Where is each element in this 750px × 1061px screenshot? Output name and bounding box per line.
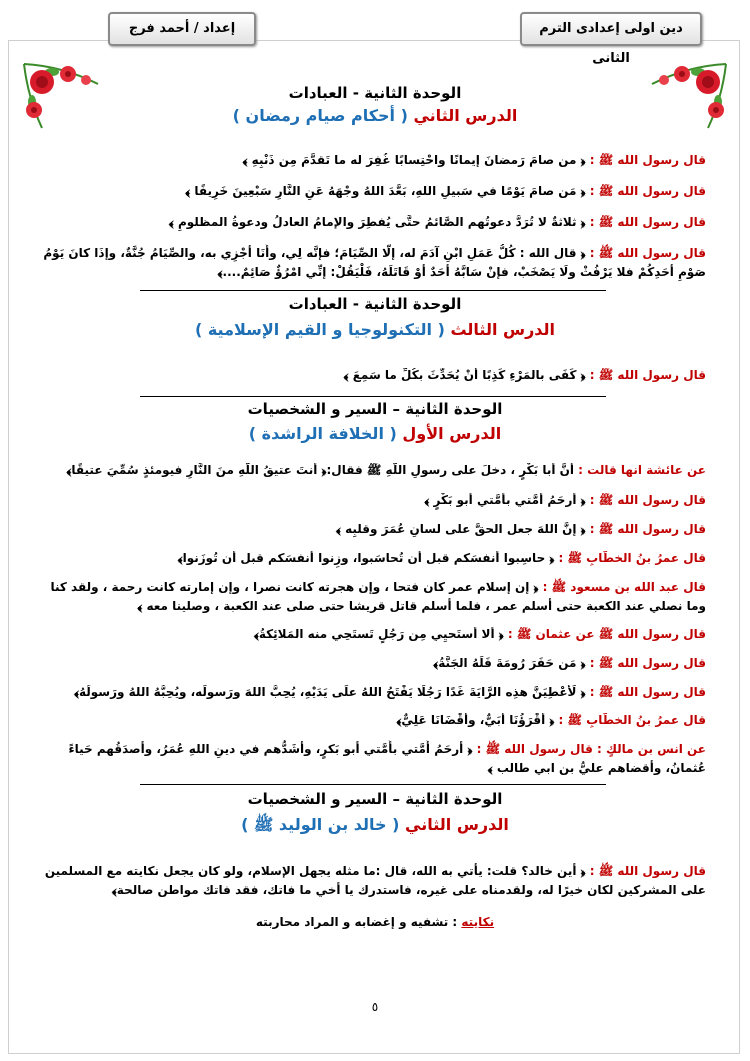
unit-heading: الوحدة الثانية - العبادات bbox=[288, 295, 462, 313]
course-title-box: دين اولى إعدادى الترم الثانى bbox=[520, 12, 702, 46]
section-divider bbox=[140, 784, 606, 785]
lesson-title: ( خالد بن الوليد ﷺ ) bbox=[241, 815, 400, 834]
hadith-line: قال رسول الله ﷺ : ﴿ أين خالد؟ قلت: يأتي به الله، قال :ما مثله يجهل الإسلام، ولو كان يجعل نكايته مع المسلمين على المشركين لكان خيرًا له، ولقدمناه على غيره، فاستدرك يا أخي ما فاتك، فقد فاتك مواطن صالحة﴾ bbox=[44, 864, 706, 897]
vocabulary-note bbox=[0, 915, 750, 929]
vocabulary-term: نكايته bbox=[461, 915, 495, 929]
lesson-title: ( الخلافة الراشدة ) bbox=[248, 424, 397, 443]
hadith-line: قال رسول الله ﷺ : ﴿ كَفَى بالمَرْءِ كَذِبًا أنْ يُحَدِّثَ بكُلِّ ما سَمِعَ ﴾ bbox=[343, 368, 706, 382]
hadith-line: عن عائشة انها قالت : أنَّ أبا بَكْرٍ ، دخلَ على رسولِ اللَّهِ ﷺ فقال:﴿ أنتَ عتيقُ اللَّهِ منَ النَّارِ فيومئذٍ سُمِّيَ عتيقًا﴾ bbox=[66, 463, 706, 477]
hadith-line: قال رسول الله ﷺ : ﴿ ثلاثةٌ لا تُرَدُّ دعوتُهم الصَّائمُ حتَّى يُفطِرَ والإمامُ العادلُ ودعوةُ المظلومِ ﴾ bbox=[168, 215, 706, 229]
page-number: ٥ bbox=[371, 1000, 379, 1014]
lesson-label: الدرس الأول bbox=[402, 424, 502, 443]
section-divider bbox=[140, 396, 606, 397]
lesson-label: الدرس الثاني bbox=[413, 106, 518, 125]
author-box: إعداد / أحمد فرج bbox=[108, 12, 256, 46]
unit-heading: الوحدة الثانية – السير و الشخصيات bbox=[247, 790, 503, 808]
lesson-title: ( التكنولوجيا و القيم الإسلامية ) bbox=[194, 320, 445, 339]
hadith-line: قال رسول الله ﷺ : ﴿ مَن حَفَرَ رُومَةَ فَلَهُ الجَنَّةُ﴾ bbox=[433, 656, 706, 670]
unit-heading: الوحدة الثانية - العبادات bbox=[288, 84, 462, 102]
hadith-line: قال رسول الله ﷺ : ﴿ من صامَ رَمضانَ إيمانًا واحْتِسابًا غُفِرَ له ما تَقدَّمَ مِن ذَنْبِهِ ﴾ bbox=[242, 153, 706, 167]
section-divider bbox=[140, 290, 606, 291]
hadith-line: قال عمرُ بنُ الخطَّابِ ﷺ : ﴿ حاسِبوا أنفسَكم قبل أن تُحاسَبوا، وزِنوا أنفسَكم قبل أن تُوزَنوا﴾ bbox=[177, 551, 706, 565]
hadith-line: قال رسول الله ﷺ : ﴿ مَن صامَ يَوْمًا في سَبيلِ اللهِ، بَعَّدَ اللهُ وجْهَهُ عَنِ النَّارِ سَبْعِينَ خَرِيفًا ﴾ bbox=[185, 184, 706, 198]
hadith-line: قال رسول الله ﷺ : ﴿ إنَّ اللهَ جعل الحقَّ على لسانِ عُمَرَ وقلبِه ﴾ bbox=[335, 522, 706, 536]
lesson-label: الدرس الثالث bbox=[450, 320, 556, 339]
lesson-title: ( أحكام صيام رمضان ) bbox=[232, 106, 408, 125]
lesson-heading bbox=[0, 424, 750, 443]
hadith-line: قال رسول الله ﷺ : ﴿ لَأُعْطِيَنَّ هذِه الرَّايَةَ غَدًا رَجُلًا يَفْتَحُ اللهُ علَى يَدَيْهِ، يُحِبُّ اللهَ ورَسولَه، ويُحِبُّهُ اللهُ ورَسولُهُ﴾ bbox=[74, 685, 706, 699]
hadith-line: قال رسول الله ﷺ عن عثمان ﷺ : ﴿ ألا أستَحيِي مِن رَجُلٍ تَستَحِي منه المَلائِكةُ﴾ bbox=[253, 627, 706, 641]
hadith-line: قال رسول الله ﷺ : ﴿ قال الله : كُلُّ عَمَلِ ابْنِ آدَمَ له، إلَّا الصِّيَامَ؛ فإنَّه لِي، وأَنَا أجْزِي به، والصِّيَامُ جُنَّةٌ، وإذَا كانَ يَوْمُ صَوْمِ أحَدِكُمْ فلا يَرْفُثْ ولَا يَصْخَبْ، فإنْ سَابَّهُ أحَدٌ أوْ قَاتَلَهُ، فَلْيَقُلْ: إنِّي امْرُؤٌ صَائِمٌ....﴾ bbox=[43, 246, 706, 279]
lesson-heading bbox=[0, 815, 750, 838]
lesson-heading bbox=[0, 106, 750, 125]
lesson-heading bbox=[0, 320, 750, 339]
lesson-label: الدرس الثاني bbox=[405, 815, 509, 834]
unit-heading: الوحدة الثانية – السير و الشخصيات bbox=[247, 400, 503, 418]
hadith-line: قال عمرُ بنُ الخطَّابِ ﷺ : ﴿ أقْرَؤُنَا أُبَيٌّ، وأَقْضَانَا عَلِيٌّ﴾ bbox=[396, 713, 706, 727]
hadith-line: قال رسول الله ﷺ : ﴿ أرحَمُ أُمَّتي بأُمَّتي أبو بَكْرٍ ﴾ bbox=[424, 493, 706, 507]
hadith-line: قال عبد الله بن مسعود ﷺ : ﴿ إن إسلام عمر كان فتحا ، وإن هجرته كانت نصرا ، وإن إمارته كانت رحمة ، ولقد كنا وما نصلي عند الكعبة حتى أسلم عمر ، فلما أسلم قاتل قريشا حتى صلى عند الكعبة ، وصلينا معه ﴾ bbox=[50, 580, 706, 613]
hadith-line: عن انس بن مالكٍ : قال رسول الله ﷺ : ﴿ أرحَمُ أُمَّتي بأُمَّتي أبو بَكرٍ، وأشَدُّهم في دينِ اللهِ عُمَرُ، وأصدَقُهم حَياءً عُثمانُ، وأقضاهم عليُّ بن ابي طالب ﴾ bbox=[68, 742, 706, 775]
vocabulary-meaning: : تشفيه و إغضابه و المراد محاربته bbox=[255, 915, 462, 929]
